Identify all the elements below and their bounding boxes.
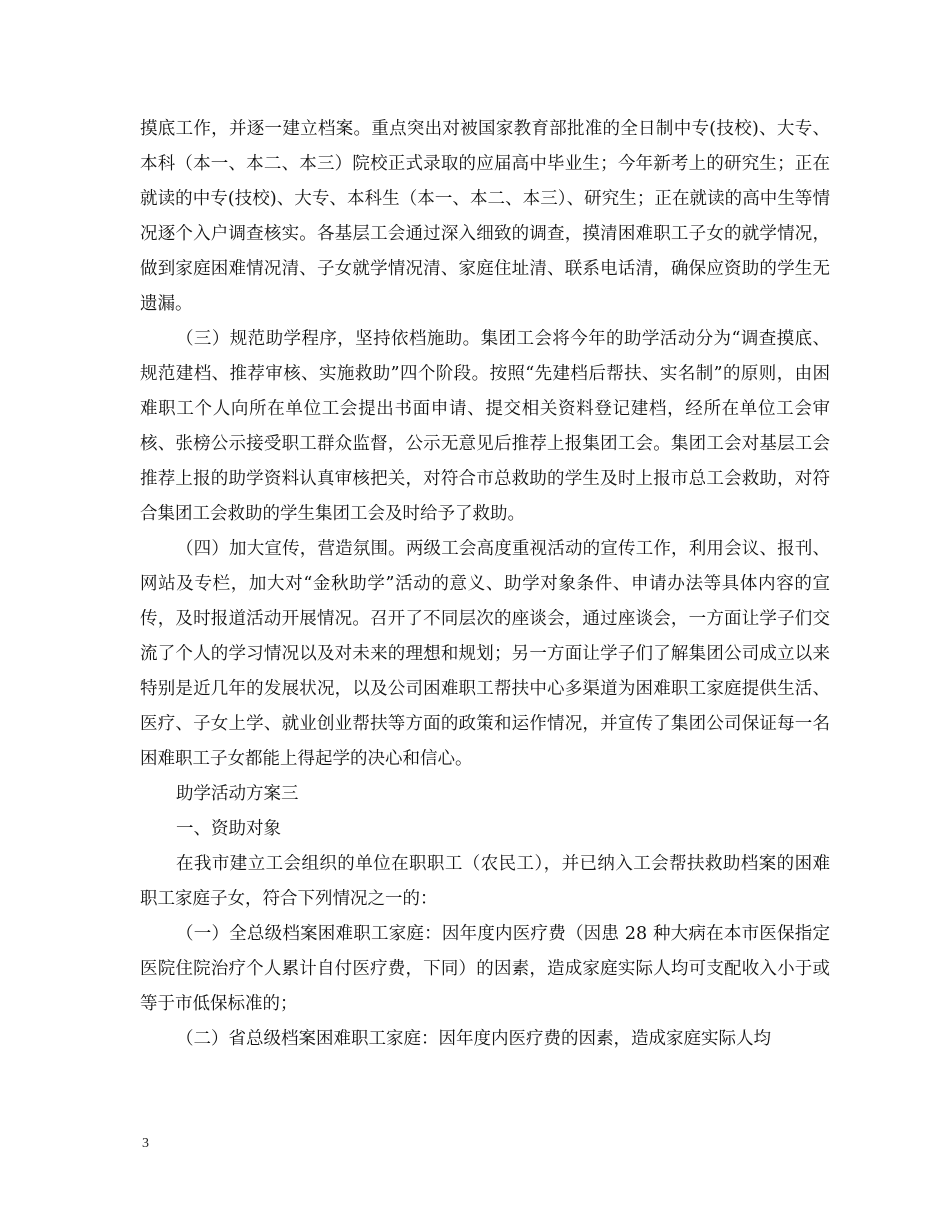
paragraph-section-4: （四）加大宣传，营造氛围。两级工会高度重视活动的宣传工作，利用会议、报刊、网站及专栏，加大对“金秋助学”活动的意义、助学对象条件、申请办法等具体内容的宣传，及时报道活动开展情况。召开了不同层次的座谈会，通过座谈会，一方面让学子们交流了个人的学习情况以及对未来的理想和规划；另一方面让学子们了解集团公司成立以来特别是近几年的发展状况，以及公司困难职工帮扶中心多渠道为困难职工家庭提供生活、医疗、子女上学、就业创业帮扶等方面的政策和运作情况，并宣传了集团公司保证每一名困难职工子女都能上得起学的决心和信心。 [140, 539, 830, 769]
page-number: 3 [142, 1136, 149, 1151]
heading-aid-recipients: 一、资助对象 [176, 819, 281, 839]
document-body [140, 112, 830, 1057]
paragraph-section-3: （三）规范助学程序，坚持依档施助。集团工会将今年的助学活动分为“调查摸底、规范建档、推荐审核、实施救助”四个阶段。按照“先建档后帮扶、实名制”的原则，由困难职工个人向所在单位工会提出书面申请、提交相关资料登记建档，经所在单位工会审核、张榜公示接受职工群众监督，公示无意见后推荐上报集团工会。集团工会对基层工会推荐上报的助学资料认真审核把关，对符合市总救助的学生及时上报市总工会救助，对符合集团工会救助的学生集团工会及时给予了救助。 [140, 329, 830, 524]
paragraph-item-1: （一）全总级档案困难职工家庭：因年度内医疗费（因患 28 种大病在本市医保指定医院住院治疗个人累计自付医疗费，下同）的因素，造成家庭实际人均可支配收入小于或等于市低保标准的； [140, 924, 830, 1014]
paragraph-continuation: 摸底工作，并逐一建立档案。重点突出对被国家教育部批准的全日制中专(技校)、大专、本科（本一、本二、本三）院校正式录取的应届高中毕业生；今年新考上的研究生；正在就读的中专(技校)、大专、本科生（本一、本二、本三）、研究生；正在就读的高中生等情况逐个入户调查核实。各基层工会通过深入细致的调查，摸清困难职工子女的就学情况，做到家庭困难情况清、子女就学情况清、家庭住址清、联系电话清，确保应资助的学生无遗漏。 [140, 119, 830, 314]
paragraph-recipients-intro: 在我市建立工会组织的单位在职职工（农民工），并已纳入工会帮扶救助档案的困难职工家庭子女，符合下列情况之一的： [140, 854, 830, 909]
paragraph-item-2: （二）省总级档案困难职工家庭：因年度内医疗费的因素，造成家庭实际人均 [176, 1029, 771, 1049]
heading-plan-three: 助学活动方案三 [176, 784, 299, 804]
